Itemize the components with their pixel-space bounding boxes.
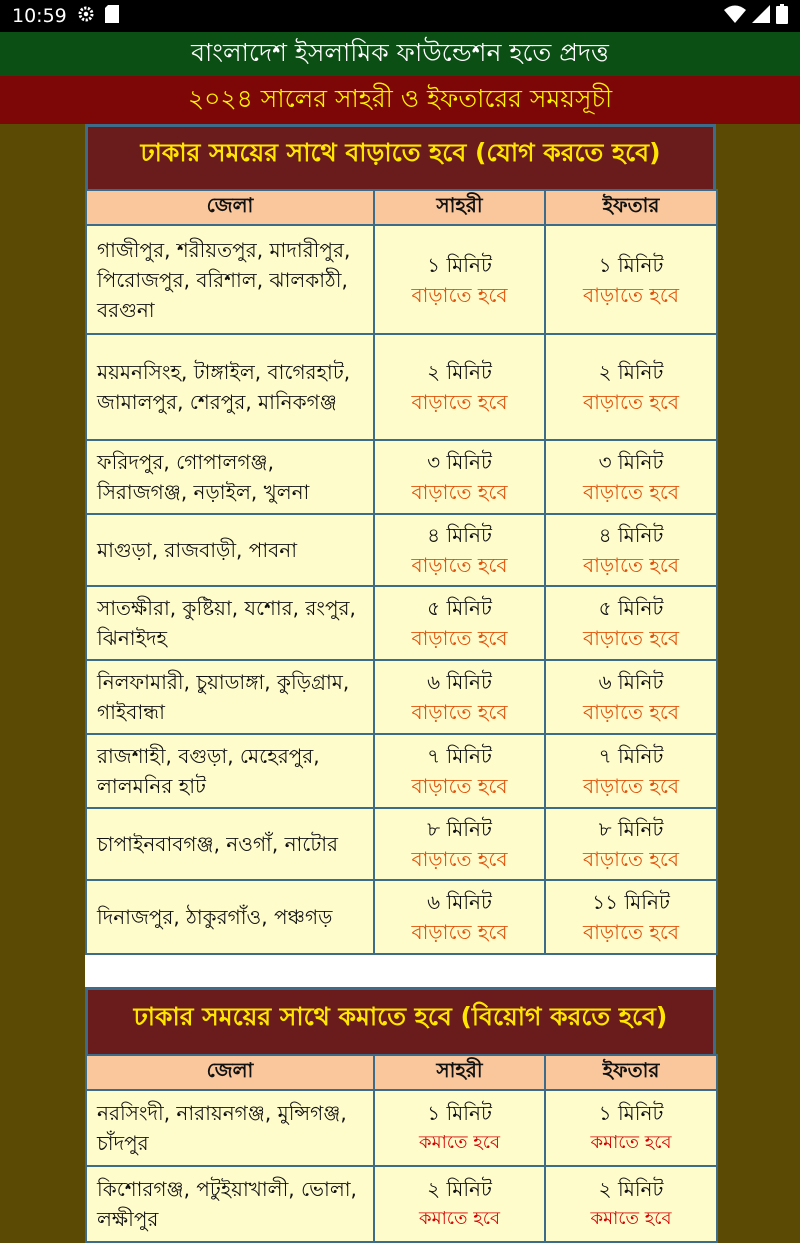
iftar-minutes: ৫ মিনিট (598, 596, 664, 620)
iftar-note: বাড়াতে হবে (582, 920, 680, 944)
table-row (86, 225, 717, 334)
iftar-note: বাড়াতে হবে (582, 480, 680, 504)
sehri-cell (374, 225, 545, 334)
sehri-cell (374, 440, 545, 514)
iftar-cell (545, 586, 717, 660)
iftar-cell (545, 660, 717, 734)
sehri-minutes: ২ মিনিট (427, 360, 492, 384)
iftar-minutes: ৮ মিনিট (598, 817, 664, 841)
table-header-row (86, 1055, 717, 1090)
district-cell: ময়মনসিংহ, টাঙ্গাইল, বাগেরহাট, জামালপুর, শেরপুর, মানিকগঞ্জ (86, 334, 374, 440)
sehri-note: বাড়াতে হবে (411, 282, 508, 307)
section-gap (85, 955, 716, 987)
table-row (86, 440, 717, 514)
sehri-note: কমাতে হবে (419, 1132, 500, 1153)
district-cell: মাগুড়া, রাজবাড়ী, পাবনা (86, 514, 374, 586)
column-header-district: জেলা (86, 1055, 374, 1090)
iftar-cell (545, 440, 717, 514)
table-row (86, 514, 717, 586)
iftar-cell (545, 1166, 717, 1242)
sehri-note: বাড়াতে হবে (411, 920, 508, 944)
sehri-minutes: ৩ মিনিট (427, 450, 492, 474)
iftar-minutes: ১১ মিনিট (592, 890, 670, 914)
iftar-minutes: ২ মিনিট (598, 360, 664, 384)
table-row (86, 734, 717, 808)
iftar-cell (545, 734, 717, 808)
district-cell: নরসিংদী, নারায়নগঞ্জ, মুন্সিগঞ্জ, চাঁদপুর (86, 1090, 374, 1166)
sehri-minutes: ৪ মিনিট (427, 523, 492, 547)
iftar-note: বাড়াতে হবে (582, 390, 680, 414)
sehri-cell (374, 586, 545, 660)
iftar-note: কমাতে হবে (590, 1208, 672, 1229)
sehri-minutes: ১ মিনিট (427, 252, 492, 277)
sehri-cell (374, 514, 545, 586)
column-header-sehri: সাহরী (374, 1055, 545, 1090)
sehri-minutes: ৭ মিনিট (427, 744, 492, 768)
district-cell: চাপাইনবাবগঞ্জ, নওগাঁ, নাটোর (86, 808, 374, 880)
sehri-note: কমাতে হবে (419, 1208, 500, 1229)
section-divider (85, 1047, 716, 1054)
iftar-note: বাড়াতে হবে (582, 700, 680, 724)
iftar-minutes: ১ মিনিট (598, 252, 664, 277)
sehri-minutes: ৮ মিনিট (427, 817, 492, 841)
section-divider (85, 182, 716, 189)
sehri-note: বাড়াতে হবে (411, 390, 508, 414)
status-bar (0, 0, 800, 32)
iftar-cell (545, 514, 717, 586)
column-header-iftar: ইফতার (545, 190, 717, 225)
schedule-content[interactable] (85, 124, 716, 1231)
status-time: 10:59 (12, 5, 67, 27)
district-cell: নিলফামারী, চুয়াডাঙ্গা, কুড়িগ্রাম, গাইবান্ধা (86, 660, 374, 734)
iftar-note: কমাতে হবে (590, 1132, 672, 1153)
sehri-cell (374, 334, 545, 440)
battery-icon (776, 4, 788, 29)
sehri-minutes: ৫ মিনিট (427, 596, 492, 620)
iftar-note: বাড়াতে হবে (582, 847, 680, 871)
district-cell: দিনাজপুর, ঠাকুরগাঁও, পঞ্চগড় (86, 880, 374, 954)
column-header-district: জেলা (86, 190, 374, 225)
iftar-note: বাড়াতে হবে (582, 553, 680, 577)
column-header-iftar: ইফতার (545, 1055, 717, 1090)
section-add-title-text: ঢাকার সময়ের সাথে বাড়াতে হবে (যোগ করতে হবে) (140, 138, 661, 167)
signal-icon (752, 5, 770, 28)
sehri-cell (374, 734, 545, 808)
sehri-cell (374, 660, 545, 734)
sehri-minutes: ১ মিনিট (427, 1101, 492, 1125)
district-cell: কিশোরগঞ্জ, পটুইয়াখালী, ভোলা, লক্ষীপুর (86, 1166, 374, 1242)
iftar-cell (545, 225, 717, 334)
column-header-sehri: সাহরী (374, 190, 545, 225)
table-row (86, 586, 717, 660)
app-title-text: বাংলাদেশ ইসলামিক ফাউন্ডেশন হতে প্রদত্ত (191, 37, 609, 67)
iftar-minutes: ১ মিনিট (598, 1101, 664, 1125)
iftar-cell (545, 880, 717, 954)
table-header-row (86, 190, 717, 225)
table-row (86, 334, 717, 440)
app-subtitle (0, 76, 800, 124)
sehri-cell (374, 1090, 545, 1166)
district-cell: রাজশাহী, বগুড়া, মেহেরপুর, লালমনির হাট (86, 734, 374, 808)
iftar-minutes: ৩ মিনিট (598, 450, 664, 474)
iftar-minutes: ৪ মিনিট (598, 523, 664, 547)
table-row (86, 1090, 717, 1166)
table-row (86, 660, 717, 734)
app-title (0, 32, 800, 76)
sehri-cell (374, 808, 545, 880)
sehri-cell (374, 1166, 545, 1242)
sd-card-icon (105, 5, 119, 28)
add-minutes-table (85, 189, 718, 955)
district-cell: সাতক্ষীরা, কুষ্টিয়া, যশোর, রংপুর, ঝিনাইদহ (86, 586, 374, 660)
iftar-minutes: ৬ মিনিট (598, 670, 664, 694)
section-add-title (85, 124, 716, 182)
iftar-cell (545, 808, 717, 880)
table-row (86, 808, 717, 880)
section-sub-title-text: ঢাকার সময়ের সাথে কমাতে হবে (বিয়োগ করতে হবে) (133, 1002, 668, 1031)
wifi-icon (724, 5, 746, 28)
iftar-minutes: ৭ মিনিট (598, 744, 664, 768)
iftar-note: বাড়াতে হবে (582, 626, 680, 650)
iftar-minutes: ২ মিনিট (598, 1177, 664, 1201)
app-subtitle-text: ২০২৪ সালের সাহরী ও ইফতারের সময়সূচী (187, 83, 613, 113)
gear-icon (77, 5, 95, 28)
sehri-note: বাড়াতে হবে (411, 480, 508, 504)
subtract-minutes-table (85, 1054, 718, 1243)
iftar-note: বাড়াতে হবে (582, 774, 680, 798)
sehri-note: বাড়াতে হবে (411, 626, 508, 650)
iftar-cell (545, 334, 717, 440)
iftar-cell (545, 1090, 717, 1166)
sehri-note: বাড়াতে হবে (411, 847, 508, 871)
table-row (86, 880, 717, 954)
sehri-minutes: ৬ মিনিট (427, 890, 492, 914)
sehri-minutes: ৬ মিনিট (427, 670, 492, 694)
sehri-minutes: ২ মিনিট (427, 1177, 492, 1201)
district-cell: ফরিদপুর, গোপালগঞ্জ, সিরাজগঞ্জ, নড়াইল, খুলনা (86, 440, 374, 514)
iftar-note: বাড়াতে হবে (582, 282, 680, 307)
sehri-note: বাড়াতে হবে (411, 553, 508, 577)
district-cell: গাজীপুর, শরীয়তপুর, মাদারীপুর, পিরোজপুর, বরিশাল, ঝালকাঠী, বরগুনা (86, 225, 374, 334)
sehri-note: বাড়াতে হবে (411, 700, 508, 724)
sehri-cell (374, 880, 545, 954)
section-sub-title (85, 987, 716, 1047)
table-row (86, 1166, 717, 1242)
sehri-note: বাড়াতে হবে (411, 774, 508, 798)
